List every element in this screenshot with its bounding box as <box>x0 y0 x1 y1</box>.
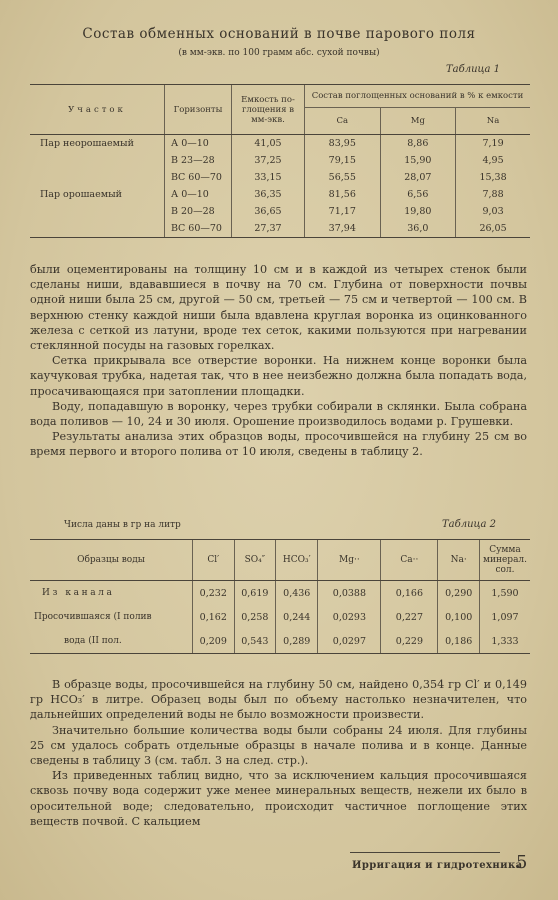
table2-header-so4: SO₄″ <box>234 540 276 581</box>
body-text-1 <box>30 262 527 460</box>
table2-header-ca: Ca·· <box>381 540 438 581</box>
table-row: Пар орошаемый А 0—10 36,35 81,56 6,56 7,88 <box>30 186 530 203</box>
footer-rule <box>350 852 500 853</box>
table-row: ВС 60—70 27,37 37,94 36,0 26,05 <box>30 220 530 238</box>
table2-header-cl: Cl′ <box>193 540 235 581</box>
page-number: 5 <box>516 852 528 873</box>
table1-header-capacity: Емкость по- глощения в мм-экв. <box>232 85 305 135</box>
table-row: ВС 60—70 33,15 56,55 28,07 15,38 <box>30 169 530 186</box>
paragraph: В образце воды, просочившейся на глубину 50 см, найдено 0,354 гр Cl′ и 0,149 гр HCO₃′ в литре. Образец воды был по объему настолько незначителен, что дальнейших определений воды не было возможности произвести. <box>30 678 527 722</box>
paragraph: Результаты анализа этих образцов воды, просочившейся на глубину 25 см во время первого и второго полива от 10 июля, сведены в таблицу 2. <box>30 430 527 459</box>
table1-header-horizons: Горизонты <box>165 85 232 135</box>
table-row: В 20—28 36,65 71,17 19,80 9,03 <box>30 203 530 220</box>
table2-header-samples: Образцы воды <box>30 540 193 581</box>
table1-title: Состав обменных оснований в почве парового поля <box>82 26 476 42</box>
journal-title: Ирригация и гидротехника <box>352 860 523 871</box>
table-row: вода (II пол. 0,209 0,543 0,289 0,0297 0,229 0,186 1,333 <box>30 629 530 654</box>
table-row: Просочившаяся (I полив 0,162 0,258 0,244 0,0293 0,227 0,100 1,097 <box>30 605 530 629</box>
paragraph: Сетка прикрывала все отверстие воронки. На нижнем конце воронки была каучуковая трубка, надетая так, что в нее неизбежно должна была попадать вода, просачивающаяся при затоплении площадки. <box>30 354 527 398</box>
table2-label: Таблица 2 <box>441 519 496 530</box>
table-row: Из канала 0,232 0,619 0,436 0,0388 0,166 0,290 1,590 <box>30 581 530 606</box>
table1-subtitle: (в мм-экв. по 100 грамм абс. сухой почвы) <box>178 48 380 58</box>
table2-header-mg: Mg·· <box>318 540 381 581</box>
paragraph: Значительно большие количества воды были собраны 24 июля. Для глубины 25 см удалось собрать отдельные образцы в начале полива и в конце. Данные сведены в таблицу 3 (см. табл. 3 на след. стр.). <box>30 723 527 768</box>
table2-header-hco3: HCO₃′ <box>276 540 318 581</box>
table2-caption: Числа даны в гр на литр <box>64 520 181 530</box>
table2 <box>30 539 530 654</box>
table1-header-mg: Mg <box>380 108 456 135</box>
table-row: Пар неорошаемый А 0—10 41,05 83,95 8,86 7,19 <box>30 135 530 153</box>
table1 <box>30 84 530 238</box>
table-row: В 23—28 37,25 79,15 15,90 4,95 <box>30 152 530 169</box>
table1-header-plot: Участок <box>30 85 165 135</box>
paragraph: Из приведенных таблиц видно, что за исключением кальция просочившаяся сквозь почву вода содержит уже менее минеральных веществ, нежели их было в оросительной воде; следовательно, происходит частичное поглощение этих веществ почвой. С кальцием <box>30 769 527 828</box>
table2-header-na: Na· <box>438 540 480 581</box>
table1-header-composition: Состав поглощенных оснований в % к емкости <box>305 85 531 108</box>
table1-header-ca: Ca <box>305 108 381 135</box>
paragraph: Воду, попадавшую в воронку, через трубки собирали в склянки. Была собрана вода поливов — 10, 24 и 30 июля. Орошение производилось водами р. Грушевки. <box>30 399 527 429</box>
table1-label: Таблица 1 <box>445 64 500 75</box>
table2-header-sum: Сумма минерал. сол. <box>480 540 531 581</box>
paragraph: были оцементированы на толщину 10 см и в каждой из четырех стенок были сделаны ниши, вдававшиеся в почву на 70 см. Глубина от поверхности почвы одной ниши была 25 см, другой — 50 см, третьей — 75 см и четвертой — 100 см. В верхнюю стенку каждой ниши была вдавлена круглая воронка из оцинкованного железа с сеткой из латуни, вроде тех сеток, какими пользуются при нагревании стеклянной посуды на газовых горелках. <box>30 263 527 353</box>
table1-header-na: Na <box>456 108 530 135</box>
body-text-2 <box>30 677 527 829</box>
